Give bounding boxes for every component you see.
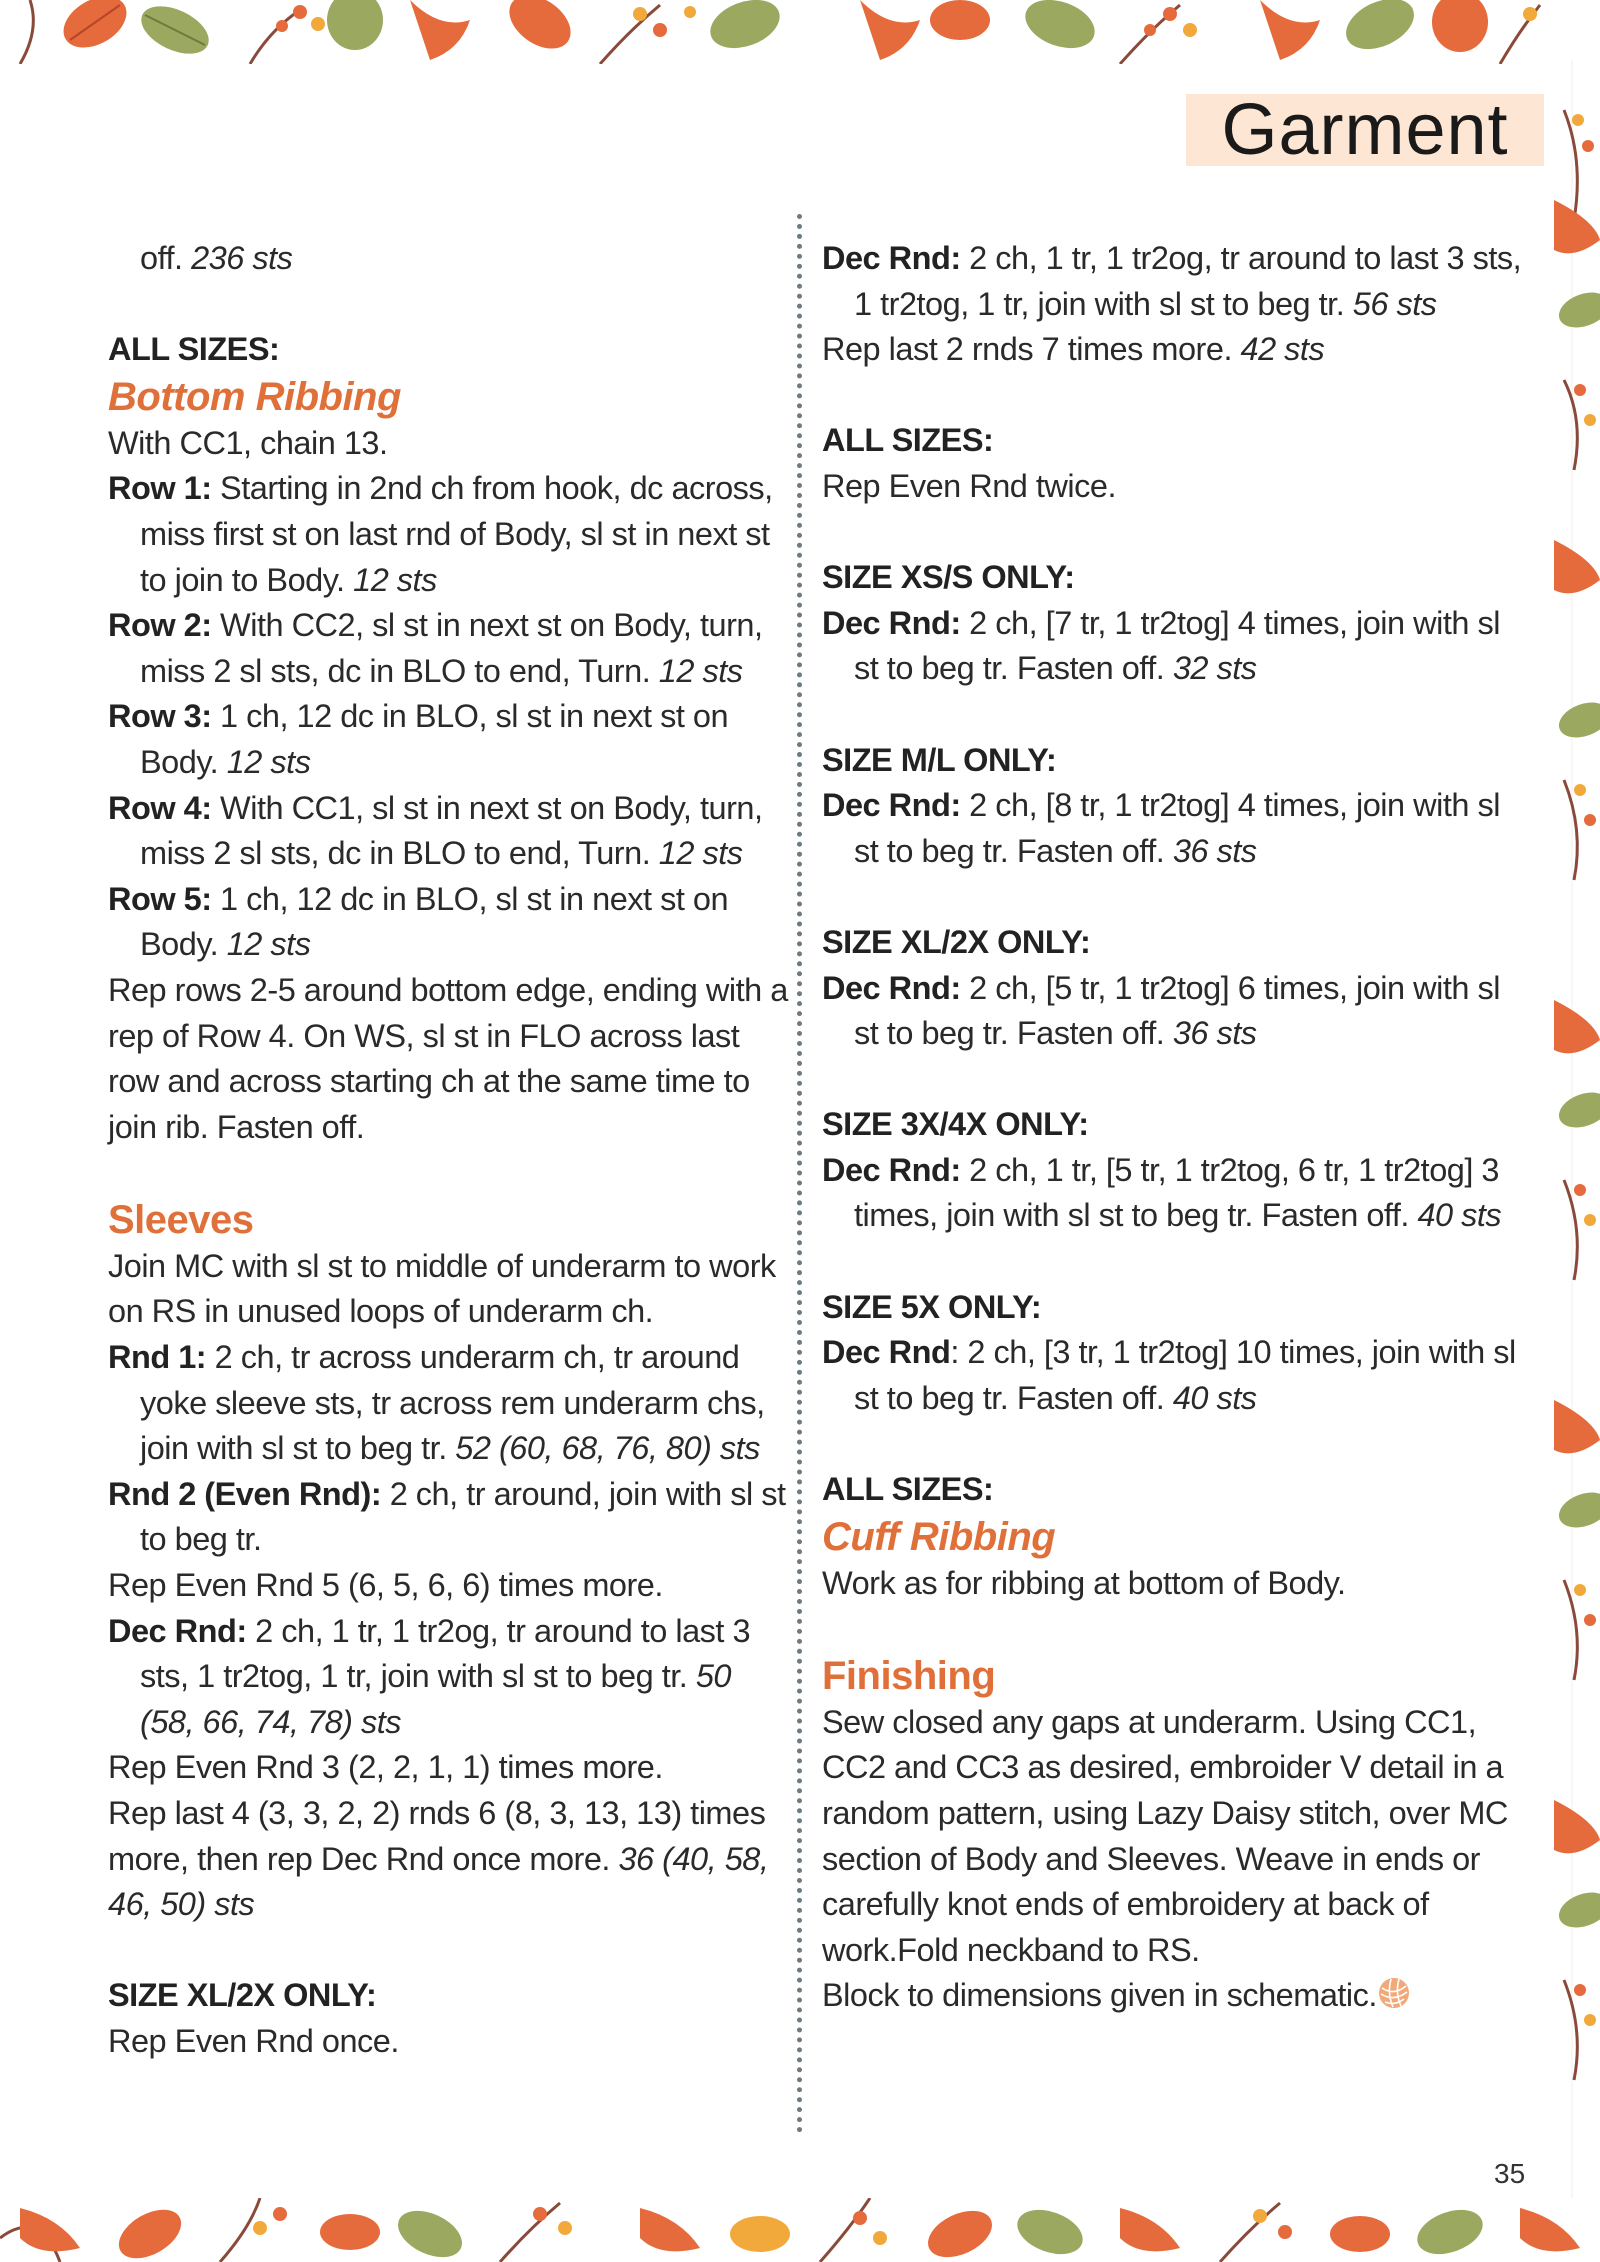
rep-even-once: Rep Even Rnd once. (108, 2022, 399, 2059)
rep-even-rnd-2: Rep Even Rnd 3 (2, 2, 1, 1) times more. (108, 1749, 663, 1786)
section-title: Garment (1221, 90, 1509, 170)
size-3x-dec-rnd: Dec Rnd: 2 ch, 1 tr, [5 tr, 1 tr2tog, 6 tr, 1 tr2tog] 3 times, join with sl st to beg tr. Fasten off. 40 sts (822, 1151, 1502, 1234)
row-3-instruction: Row 3: 1 ch, 12 dc in BLO, sl st in next st on Body. 12 sts (108, 698, 729, 780)
rnd-2-instruction: Rnd 2 (Even Rnd): 2 ch, tr around, join with sl st to beg tr. (108, 1475, 786, 1558)
left-column (108, 236, 788, 2065)
all-sizes-label: ALL SIZES: (108, 331, 280, 368)
rnd-1-instruction: Rnd 1: 2 ch, tr across underarm ch, tr around yoke sleeve sts, tr across rem underarm chs, join with sl st to beg tr. 52 (60, 68, 76, 80) sts (108, 1339, 765, 1467)
size-xs-label: SIZE XS/S ONLY: (822, 559, 1075, 596)
rep-even-rnd-1: Rep Even Rnd 5 (6, 5, 6, 6) times more. (108, 1567, 663, 1604)
cuff-ribbing-heading: Cuff Ribbing (822, 1514, 1056, 1559)
autumn-leaf-border-top (0, 0, 1600, 64)
row-2-instruction: Row 2: With CC2, sl st in next st on Body, turn, miss 2 sl sts, dc in BLO to end, Turn. 12 sts (108, 607, 763, 689)
rep-last-rnds: Rep last 4 (3, 3, 2, 2) rnds 6 (8, 3, 13, 13) times more, then rep Dec Rnd once more. 36 (40, 58, 46, 50) sts (108, 1795, 769, 1923)
size-xl-label: SIZE XL/2X ONLY: (822, 923, 1091, 960)
bottom-ribbing-heading: Bottom Ribbing (108, 374, 401, 419)
size-3x-label: SIZE 3X/4X ONLY: (822, 1106, 1089, 1143)
sleeves-heading: Sleeves (108, 1197, 254, 1242)
all-sizes-label-2: ALL SIZES: (822, 422, 994, 459)
autumn-leaf-border-bottom (0, 2198, 1600, 2262)
size-xl-only-label: SIZE XL/2X ONLY: (108, 1977, 377, 2014)
sleeves-intro: Join MC with sl st to middle of underarm to work on RS in unused loops of underarm ch. (108, 1247, 776, 1330)
cuff-ribbing-text: Work as for ribbing at bottom of Body. (822, 1564, 1346, 1601)
rep-last-2-rnds: Rep last 2 rnds 7 times more. 42 sts (822, 331, 1325, 368)
dec-rnd-instruction: Dec Rnd: 2 ch, 1 tr, 1 tr2og, tr around to last 3 sts, 1 tr2tog, 1 tr, join with sl st to beg tr. 50 (58, 66, 74, 78) sts (108, 1612, 751, 1740)
row-5-instruction: Row 5: 1 ch, 12 dc in BLO, sl st in next st on Body. 12 sts (108, 880, 729, 963)
yarn-ball-icon (1377, 1976, 1411, 2010)
row-1-instruction: Row 1: Starting in 2nd ch from hook, dc across, miss first st on last rnd of Body, sl st in next st to join to Body. 12 sts (108, 470, 773, 598)
dec-rnd-cont-instruction: Dec Rnd: 2 ch, 1 tr, 1 tr2og, tr around to last 3 sts, 1 tr2tog, 1 tr, join with sl st to beg tr. 56 sts (822, 240, 1522, 322)
size-xl-dec-rnd: Dec Rnd: 2 ch, [5 tr, 1 tr2tog] 6 times, join with sl st to beg tr. Fasten off. 36 sts (822, 969, 1500, 1052)
size-xs-dec-rnd: Dec Rnd: 2 ch, [7 tr, 1 tr2tog] 4 times, join with sl st to beg tr. Fasten off. 32 sts (822, 604, 1500, 687)
continued-line: off. 236 sts (140, 240, 293, 276)
right-column (822, 236, 1522, 2019)
all-sizes-label-3: ALL SIZES: (822, 1471, 994, 1508)
autumn-leaf-border-right (1544, 0, 1600, 2262)
size-ml-label: SIZE M/L ONLY: (822, 741, 1057, 778)
page-number: 35 (1494, 2158, 1526, 2189)
finishing-heading: Finishing (822, 1653, 996, 1698)
size-5x-dec-rnd: Dec Rnd: 2 ch, [3 tr, 1 tr2tog] 10 times, join with sl st to beg tr. Fasten off. 40 sts (822, 1334, 1516, 1416)
size-5x-label: SIZE 5X ONLY: (822, 1288, 1042, 1325)
bottom-ribbing-finish: Rep rows 2-5 around bottom edge, ending with a rep of Row 4. On WS, sl st in FLO across last row and across starting ch at the same time to join rib. Fasten off. (108, 971, 788, 1145)
bottom-ribbing-intro: With CC1, chain 13. (108, 424, 388, 461)
size-ml-dec-rnd: Dec Rnd: 2 ch, [8 tr, 1 tr2tog] 4 times, join with sl st to beg tr. Fasten off. 36 sts (822, 787, 1500, 869)
block-text: Block to dimensions given in schematic. (822, 1973, 1522, 2019)
section-title-tab (1186, 90, 1544, 170)
rep-even-twice: Rep Even Rnd twice. (822, 467, 1116, 504)
row-4-instruction: Row 4: With CC1, sl st in next st on Body, turn, miss 2 sl sts, dc in BLO to end, Turn. 12 sts (108, 789, 763, 872)
finishing-text: Sew closed any gaps at underarm. Using CC1, CC2 and CC3 as desired, embroider V detail in a random pattern, using Lazy Daisy stitch, over MC section of Body and Sleeves. Weave in ends or carefully knot ends of embroidery at back of work.Fold neckband to RS. (822, 1703, 1508, 1968)
column-divider (797, 214, 802, 2134)
